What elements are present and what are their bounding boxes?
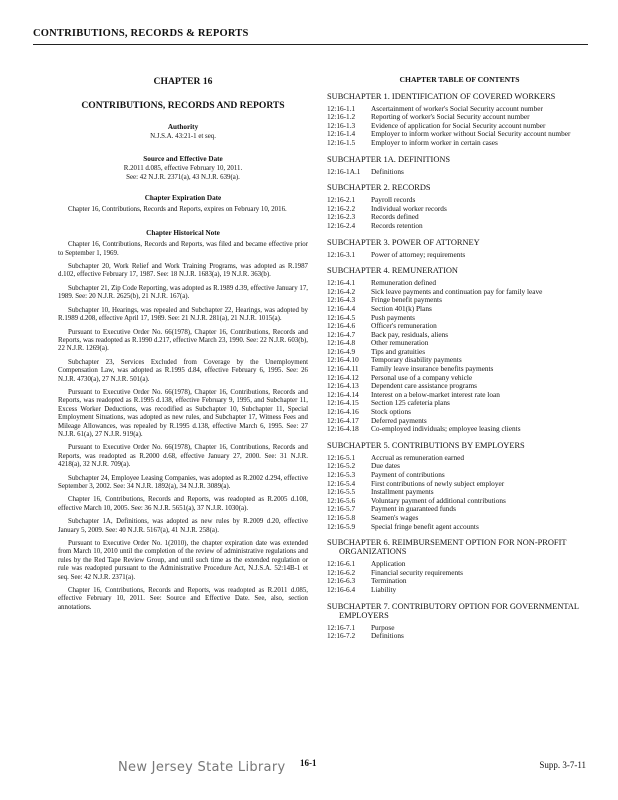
section-entry: [327, 168, 592, 177]
section-title: Definitions: [371, 631, 404, 641]
section-title: Payment of contributions: [371, 470, 445, 479]
section-title: Accrual as remuneration earned: [371, 452, 464, 462]
section-number: 12:16-3.1: [327, 249, 356, 259]
section-title: Back pay, residuals, aliens: [371, 329, 449, 339]
section-title: Voluntary payment of additional contributions: [371, 495, 506, 505]
toc-title: CHAPTER TABLE OF CONTENTS: [399, 75, 520, 84]
table-of-contents: [327, 76, 592, 641]
section-title: Personal use of a company vehicle: [371, 372, 473, 382]
section-number: 12:16-4.12: [327, 372, 359, 382]
section-title: Interest on a below-market interest rate loan: [371, 389, 500, 399]
section-title: Tips and gratuities: [371, 346, 426, 356]
section-title: Records defined: [371, 212, 419, 222]
authority-heading: Authority: [167, 123, 199, 131]
section-title: Stock options: [371, 407, 411, 417]
history-note: Subchapter 20, Work Relief and Work Training Programs, was adopted as R.1987 d.102, effective February 17, 1987. See: 18 N.J.R. 1683(a), 19 N.J.R. 363(b).: [58, 263, 308, 279]
section-number: 12:16-4.6: [327, 321, 356, 331]
section-number: 12:16-4.18: [327, 424, 359, 434]
section-title: Evidence of application for Social Security account number: [371, 120, 546, 130]
section-title: Officer's remuneration: [371, 321, 437, 331]
running-head: CONTRIBUTIONS, RECORDS & REPORTS: [33, 28, 249, 39]
subchapter-heading: SUBCHAPTER 7. CONTRIBUTORY OPTION FOR GOVERNMENTAL EMPLOYERS: [327, 601, 579, 620]
section-entry: [327, 425, 592, 434]
source-line-1: R.2011 d.085, effective February 10, 2011.: [123, 165, 243, 173]
section-list: [327, 560, 592, 594]
page-number: 16-1: [300, 758, 317, 768]
section-entry: [327, 569, 592, 578]
subchapter-heading: SUBCHAPTER 2. RECORDS: [327, 183, 431, 193]
section-title: Section 125 cafeteria plans: [371, 398, 450, 408]
section-number: 12:16-1.2: [327, 112, 356, 122]
section-entry: [327, 586, 592, 595]
toc-body: [327, 92, 592, 641]
section-list: [327, 196, 592, 230]
section-title: Push payments: [371, 312, 415, 322]
section-entry: [327, 305, 592, 314]
header-rule: [33, 44, 588, 45]
source-heading: Source and Effective Date: [143, 154, 223, 163]
section-title: Special fringe benefit agent accounts: [371, 521, 479, 531]
library-stamp: New Jersey State Library: [118, 760, 286, 775]
section-list: [327, 168, 592, 177]
history-notes: [58, 241, 308, 612]
section-title: Records retention: [371, 220, 423, 230]
section-title: Deferred payments: [371, 415, 427, 425]
subchapter-heading: SUBCHAPTER 3. POWER OF ATTORNEY: [327, 237, 480, 247]
section-number: 12:16-1.5: [327, 137, 356, 147]
subchapter-heading: SUBCHAPTER 1A. DEFINITIONS: [327, 154, 451, 164]
section-number: 12:16-1.4: [327, 129, 356, 139]
section-number: 12:16-1.1: [327, 103, 356, 113]
section-title: Co-employed individuals; employee leasing clients: [371, 424, 521, 434]
section-number: 12:16-6.4: [327, 584, 356, 594]
section-title: Power of attorney; requirements: [371, 249, 466, 259]
subchapter-heading: SUBCHAPTER 1. IDENTIFICATION OF COVERED WORKERS: [327, 91, 556, 101]
section-entry: [327, 322, 592, 331]
left-column: [58, 76, 308, 612]
section-title: Sick leave payments and continuation pay for family leave: [371, 286, 543, 296]
section-number: 12:16-4.5: [327, 312, 356, 322]
chapter-number: CHAPTER 16: [153, 76, 213, 87]
section-number: 12:16-4.11: [327, 364, 359, 374]
history-note: Subchapter 24, Employee Leasing Companies, was adopted as R.2002 d.294, effective September 3, 2002. See: 34 N.J.R. 1892(a), 34 N.J.R. 3089(a).: [58, 474, 308, 490]
section-entry: [327, 399, 592, 408]
section-title: Termination: [371, 576, 407, 586]
history-note: Chapter 16, Contributions, Records and Reports, was readopted as R.2005 d.108, effective March 10, 2005. See: 36 N.J.R. 5651(a), 37 N.J.R. 1030(a).: [58, 496, 308, 512]
subchapter-heading: SUBCHAPTER 5. CONTRIBUTIONS BY EMPLOYERS: [327, 440, 525, 450]
section-entry: [327, 296, 592, 305]
section-list: [327, 624, 592, 641]
section-title: Reporting of worker's Social Security account number: [371, 112, 530, 122]
section-number: 12:16-5.1: [327, 452, 356, 462]
section-entry: [327, 577, 592, 586]
history-note: Subchapter 1A, Definitions, was adopted as new rules by R.2009 d.20, effective January 5, 2009. See: 40 N.J.R. 5167(a), 41 N.J.R. 258(a).: [58, 518, 308, 534]
section-number: 12:16-7.2: [327, 631, 356, 641]
section-number: 12:16-5.8: [327, 512, 356, 522]
section-number: 12:16-2.4: [327, 220, 356, 230]
section-entry: [327, 139, 592, 148]
section-number: 12:16-5.3: [327, 470, 356, 479]
section-entry: [327, 408, 592, 417]
section-title: Purpose: [371, 622, 395, 632]
source-line-2: See: 42 N.J.R. 2371(a), 43 N.J.R. 639(a).: [126, 173, 240, 181]
section-entry: [327, 331, 592, 340]
section-number: 12:16-5.9: [327, 521, 356, 531]
section-entry: [327, 497, 592, 506]
section-entry: [327, 480, 592, 489]
section-title: Seamen's wages: [371, 512, 419, 522]
section-title: Installment payments: [371, 487, 434, 497]
section-title: Application: [371, 559, 406, 569]
section-number: 12:16-4.13: [327, 381, 359, 391]
section-entry: [327, 205, 592, 214]
history-note: Subchapter 10, Hearings, was repealed and Subchapter 22, Hearings, was adopted by R.1989 d.208, effective April 17, 1989. See: 21 N.J.R. 281(a), 21 N.J.R. 1015(a).: [58, 306, 308, 323]
supplement-date: Supp. 3-7-11: [539, 760, 586, 770]
section-number: 12:16-5.7: [327, 504, 356, 514]
section-entry: [327, 314, 592, 323]
section-entry: [327, 288, 592, 297]
section-entry: [327, 624, 592, 633]
section-number: 12:16-4.16: [327, 407, 359, 417]
history-note: Pursuant to Executive Order No. 66(1978), Chapter 16, Contributions, Records and Reports, was readopted as R.2000 d.68, effective January 27, 2000. See: 31 N.J.R. 4218(a), 32 N.J.R. 709(a).: [58, 444, 308, 469]
section-title: Other remuneration: [371, 338, 429, 348]
history-note: Subchapter 21, Zip Code Reporting, was adopted as R.1989 d.39, effective January 17, 1989. See: 20 N.J.R. 2625(b), 21 N.J.R. 167(a).: [58, 284, 308, 301]
section-title: Liability: [371, 584, 397, 594]
section-title: Due dates: [371, 461, 400, 471]
section-title: Financial security requirements: [371, 567, 463, 577]
section-entry: [327, 523, 592, 532]
section-number: 12:16-5.4: [327, 478, 356, 488]
section-title: Dependent care assistance programs: [371, 381, 477, 391]
section-title: Remuneration defined: [371, 278, 437, 288]
section-list: [327, 454, 592, 531]
section-entry: [327, 505, 592, 514]
section-entry: [327, 632, 592, 641]
section-number: 12:16-4.14: [327, 389, 359, 399]
history-note: Pursuant to Executive Order No. 66(1978), Chapter 16, Contributions, Records and Reports, was readopted as R.1990 d.217, effective March 23, 1990. See: 22 N.J.R. 603(b), 22 N.J.R. 1269(a).: [58, 328, 308, 353]
section-title: Fringe benefit payments: [371, 295, 442, 305]
section-number: 12:16-4.8: [327, 338, 356, 348]
section-title: Temporary disability payments: [371, 355, 462, 365]
section-number: 12:16-7.1: [327, 622, 356, 632]
section-title: Section 401(k) Plans: [371, 303, 432, 313]
section-number: 12:16-4.4: [327, 303, 356, 313]
subchapter-heading: SUBCHAPTER 6. REIMBURSEMENT OPTION FOR NON-PROFIT ORGANIZATIONS: [327, 538, 567, 557]
section-entry: [327, 196, 592, 205]
section-number: 12:16-4.15: [327, 398, 359, 408]
section-number: 12:16-6.1: [327, 559, 356, 569]
section-entry: [327, 391, 592, 400]
section-title: Payment in guaranteed funds: [371, 504, 456, 514]
section-number: 12:16-4.1: [327, 278, 356, 288]
section-title: Individual worker records: [371, 203, 447, 213]
section-title: Family leave insurance benefits payments: [371, 364, 494, 374]
section-number: 12:16-5.2: [327, 461, 356, 471]
history-note: Subchapter 23, Services Excluded from Coverage by the Unemployment Compensation Law, was adopted as R.1995 d.84, effective February 6, 1995. See: 26 N.J.R. 4730(a), 27 N.J.R. 501(a).: [58, 358, 308, 383]
section-title: Employer to inform worker without Social Security account number: [371, 129, 571, 139]
section-number: 12:16-6.2: [327, 567, 356, 577]
history-heading: Chapter Historical Note: [146, 228, 220, 237]
section-list: [327, 279, 592, 434]
section-number: 12:16-5.5: [327, 487, 356, 497]
history-note: Chapter 16, Contributions, Records and Reports, was readopted as R.2011 d.085, effective February 10, 2011. See: Source and Effective Date. See, also, section annotations.: [58, 587, 308, 611]
history-note: Pursuant to Executive Order No. 66(1978), Chapter 16, Contributions, Records and Reports, was readopted as R.1995 d.138, effective February 9, 1995, and Subchapter 11, Excess Worker Deductions, was recodified as Subchapter 10, Subchapter 11, Special Employment Situations, was adopted as new rules, and Subchapter 17, Witness Fees and Mileage Allowances, was repealed by R.1995 d.138, effective March 6, 1995. See: 27 N.J.R. 61(a), 27 N.J.R. 919(a).: [58, 388, 308, 438]
section-title: Ascertainment of worker's Social Security account number: [371, 103, 543, 113]
section-number: 12:16-4.3: [327, 295, 356, 305]
section-number: 12:16-2.3: [327, 212, 356, 222]
section-number: 12:16-4.7: [327, 329, 356, 339]
section-number: 12:16-4.17: [327, 415, 359, 425]
section-number: 12:16-5.6: [327, 495, 356, 505]
section-entry: [327, 213, 592, 222]
section-list: [327, 251, 592, 260]
section-number: 12:16-2.2: [327, 203, 356, 213]
section-entry: [327, 251, 592, 260]
history-note: Pursuant to Executive Order No. 1(2010), the chapter expiration date was extended from March 10, 2010 until the completion of the review of administrative regulations and rules by the Red Tape Review Group, and until such time as the extended regulation or rule was readopted pursuant to the Administrative Procedure Act, N.J.S.A. 52:14B-1 et seq. See: 42 N.J.R. 2371(a).: [58, 540, 308, 581]
chapter-name: CONTRIBUTIONS, RECORDS AND REPORTS: [81, 100, 285, 111]
expiration-text: Chapter 16, Contributions, Records and Reports, expires on February 10, 2016.: [68, 206, 287, 214]
section-number: 12:16-2.1: [327, 195, 356, 205]
section-title: Payroll records: [371, 195, 416, 205]
section-entry: [327, 339, 592, 348]
section-entry: [327, 454, 592, 463]
expiration-heading: Chapter Expiration Date: [144, 194, 222, 203]
section-number: 12:16-4.2: [327, 286, 356, 296]
section-number: 12:16-4.9: [327, 346, 356, 356]
section-title: Definitions: [371, 166, 404, 176]
section-number: 12:16-1A.1: [327, 166, 361, 176]
section-entry: [327, 222, 592, 231]
section-entry: [327, 462, 592, 471]
section-number: 12:16-4.10: [327, 355, 359, 365]
section-title: First contributions of newly subject employer: [371, 478, 505, 488]
section-list: [327, 105, 592, 148]
section-number: 12:16-1.3: [327, 120, 356, 130]
section-title: Employer to inform worker in certain cases: [371, 137, 498, 147]
history-note: Chapter 16, Contributions, Records and Reports, was filed and became effective prior to September 1, 1969.: [58, 241, 308, 257]
section-number: 12:16-6.3: [327, 576, 356, 586]
subchapter-heading: SUBCHAPTER 4. REMUNERATION: [327, 266, 458, 276]
authority-text: N.J.S.A. 43:21-1 et seq.: [150, 133, 216, 141]
